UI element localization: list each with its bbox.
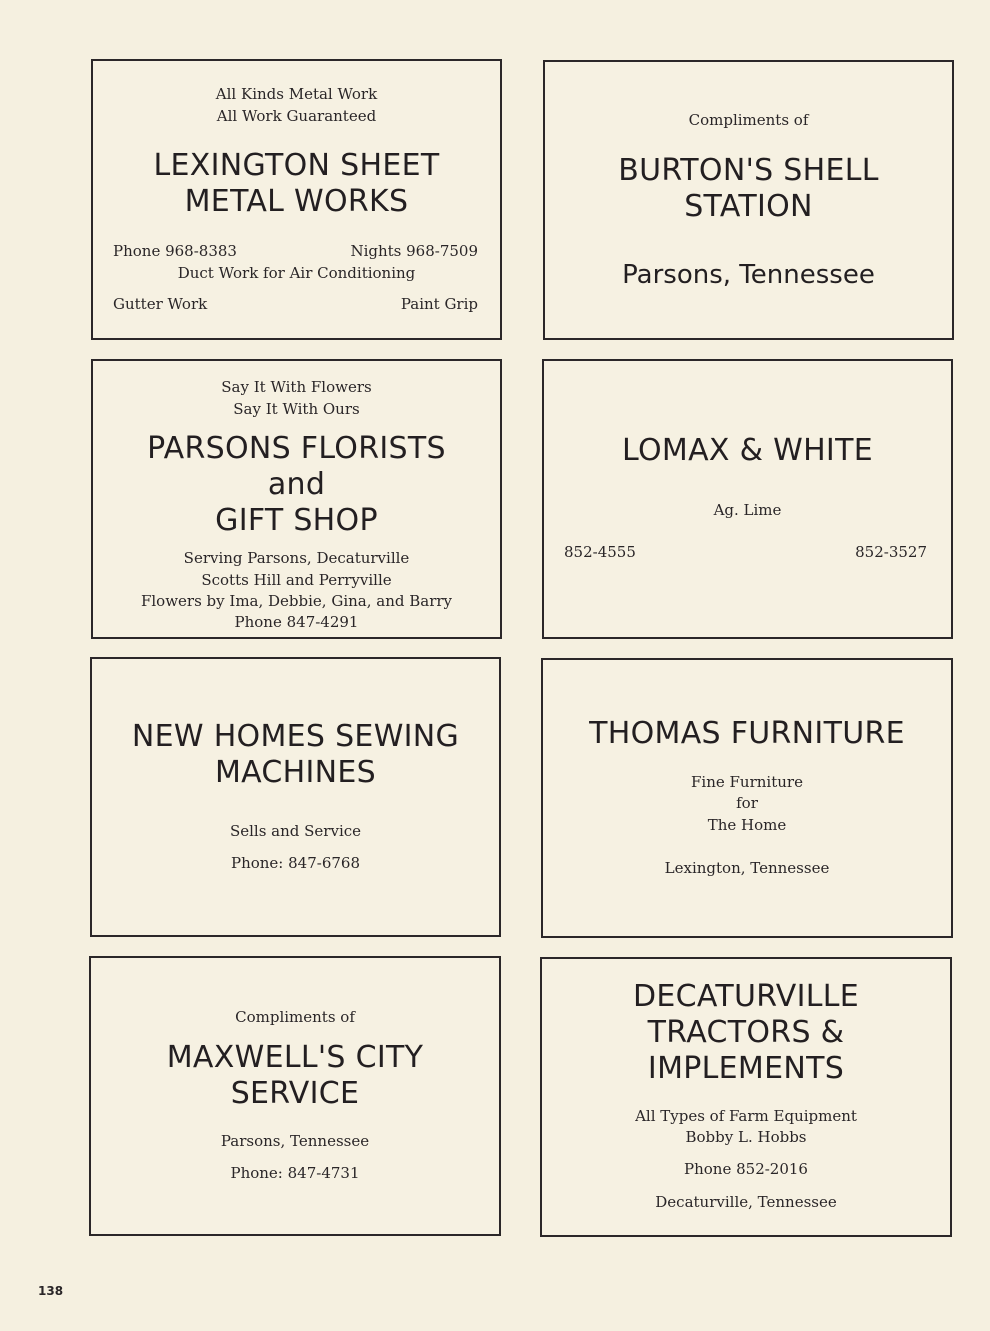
business-name: LOMAX & WHITE — [622, 433, 873, 468]
tagline: Fine Furniture — [691, 773, 803, 791]
tagline: The Home — [707, 816, 787, 834]
product: Ag. Lime — [713, 501, 782, 519]
ad-maxwells-city-service — [89, 956, 501, 1236]
staff-line: Flowers by Ima, Debbie, Gina, and Barry — [140, 592, 453, 610]
compliments-text: Compliments of — [688, 111, 809, 129]
ad-lexington-sheet-metal — [91, 59, 502, 340]
tagline: All Types of Farm Equipment — [635, 1107, 857, 1125]
service-area: Scotts Hill and Perryville — [201, 571, 392, 589]
location: Parsons, Tennessee — [622, 260, 875, 290]
ad-thomas-furniture — [541, 658, 953, 938]
business-name: THOMAS FURNITURE — [589, 716, 905, 751]
tagline: for — [736, 794, 758, 812]
phone: Phone: 847-6768 — [230, 854, 361, 872]
page-number: 138 — [38, 1284, 64, 1298]
business-name: PARSONS FLORISTS and GIFT SHOP — [147, 431, 446, 538]
phone: Phone 852-2016 — [684, 1160, 808, 1178]
phone: 852-4555 — [564, 543, 636, 561]
ad-parsons-florists — [91, 359, 502, 639]
phone: 852-3527 — [855, 543, 927, 561]
phone: Phone: 847-4731 — [230, 1164, 360, 1182]
phone: Phone 847-4291 — [234, 613, 359, 631]
owner: Bobby L. Hobbs — [685, 1128, 807, 1146]
location: Parsons, Tennessee — [220, 1132, 370, 1150]
ad-lomax-white — [542, 359, 953, 639]
location: Decaturville, Tennessee — [655, 1193, 837, 1211]
tagline: All Work Guaranteed — [216, 107, 377, 125]
phone: Phone 968-8383 — [113, 242, 237, 260]
business-name: DECATURVILLE TRACTORS & IMPLEMENTS — [632, 979, 860, 1086]
business-name: BURTON'S SHELL STATION — [618, 153, 879, 224]
ad-burtons-shell — [543, 60, 954, 340]
ad-decaturville-tractors — [540, 957, 952, 1237]
service-area: Serving Parsons, Decaturville — [183, 549, 410, 567]
compliments-text: Compliments of — [235, 1008, 355, 1026]
service-line: Sells and Service — [229, 822, 362, 840]
business-name: MAXWELL'S CITY SERVICE — [166, 1040, 424, 1111]
service-line: Duct Work for Air Conditioning — [177, 264, 416, 282]
tagline: Say It With Flowers — [221, 378, 372, 396]
night-phone: Nights 968-7509 — [350, 242, 478, 260]
tagline: Say It With Ours — [233, 400, 360, 418]
service-item: Gutter Work — [113, 295, 208, 313]
business-name: LEXINGTON SHEET METAL WORKS — [153, 148, 440, 219]
business-name: NEW HOMES SEWING MACHINES — [131, 719, 460, 790]
service-item: Paint Grip — [400, 295, 478, 313]
ad-new-homes-sewing — [90, 657, 501, 937]
tagline: All Kinds Metal Work — [215, 85, 378, 103]
location: Lexington, Tennessee — [664, 859, 830, 877]
